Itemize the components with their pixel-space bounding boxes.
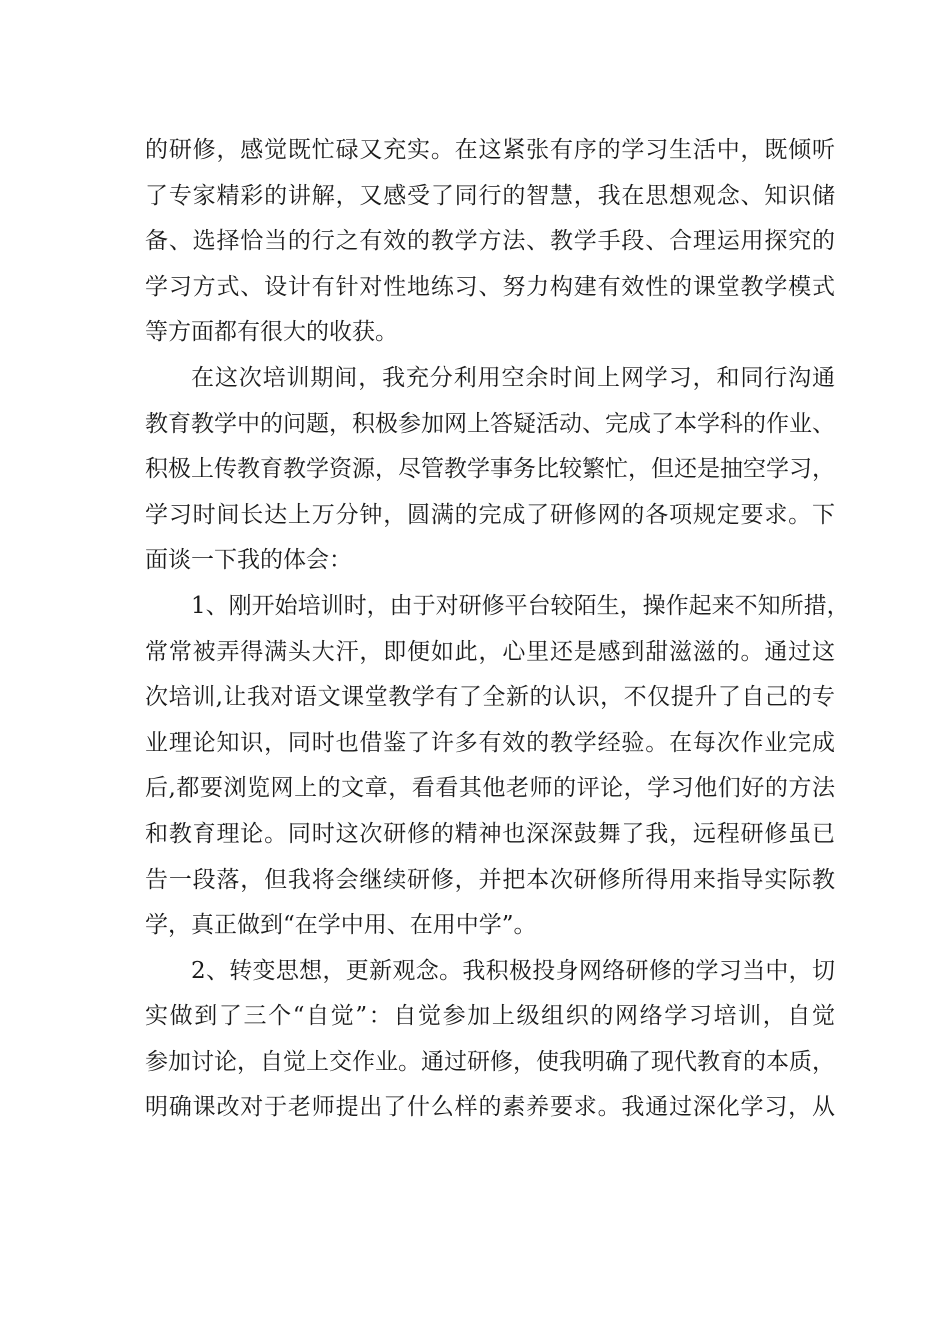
text-line: 次培训,让我对语文课堂教学有了全新的认识，不仅提升了自己的专 <box>145 684 835 711</box>
text-line: 后,都要浏览网上的文章，看看其他老师的评论，学习他们好的方法 <box>145 775 835 802</box>
text-line: 教育教学中的问题，积极参加网上答疑活动、完成了本学科的作业、 <box>145 410 835 437</box>
text-line: 学习时间长达上万分钟，圆满的完成了研修网的各项规定要求。下 <box>145 501 835 528</box>
text-line: 等方面都有很大的收获。 <box>145 319 398 346</box>
text-line: 和教育理论。同时这次研修的精神也深深鼓舞了我，远程研修虽已 <box>145 820 835 847</box>
text-line: 了专家精彩的讲解，又感受了同行的智慧，我在思想观念、知识储 <box>145 182 835 209</box>
text-line: 业理论知识，同时也借鉴了许多有效的教学经验。在每次作业完成 <box>145 729 835 756</box>
text-line: 备、选择恰当的行之有效的教学方法、教学手段、合理运用探究的 <box>145 228 835 255</box>
text-line: 实做到了三个“自觉”：自觉参加上级组织的网络学习培训，自觉 <box>145 1003 835 1030</box>
text-line: 2、转变思想，更新观念。我积极投身网络研修的学习当中，切 <box>191 957 835 984</box>
text-line: 面谈一下我的体会： <box>145 547 352 574</box>
text-line: 参加讨论，自觉上交作业。通过研修，使我明确了现代教育的本质， <box>145 1048 835 1075</box>
text-line: 告一段落，但我将会继续研修，并把本次研修所得用来指导实际教 <box>145 866 835 893</box>
text-line: 学，真正做到“在学中用、在用中学”。 <box>145 912 537 939</box>
body-text <box>145 128 850 1131</box>
text-line: 1、刚开始培训时，由于对研修平台较陌生，操作起来不知所措， <box>191 592 850 619</box>
text-line: 学习方式、设计有针对性地练习、努力构建有效性的课堂教学模式 <box>145 273 835 300</box>
text-line: 明确课改对于老师提出了什么样的素养要求。我通过深化学习，从 <box>145 1094 835 1121</box>
text-line: 在这次培训期间，我充分利用空余时间上网学习，和同行沟通 <box>191 364 835 391</box>
text-line: 的研修，感觉既忙碌又充实。在这紧张有序的学习生活中，既倾听 <box>145 137 835 163</box>
text-line: 积极上传教育教学资源，尽管教学事务比较繁忙，但还是抽空学习， <box>145 456 835 483</box>
text-line: 常常被弄得满头大汗，即便如此，心里还是感到甜滋滋的。通过这 <box>145 638 835 665</box>
